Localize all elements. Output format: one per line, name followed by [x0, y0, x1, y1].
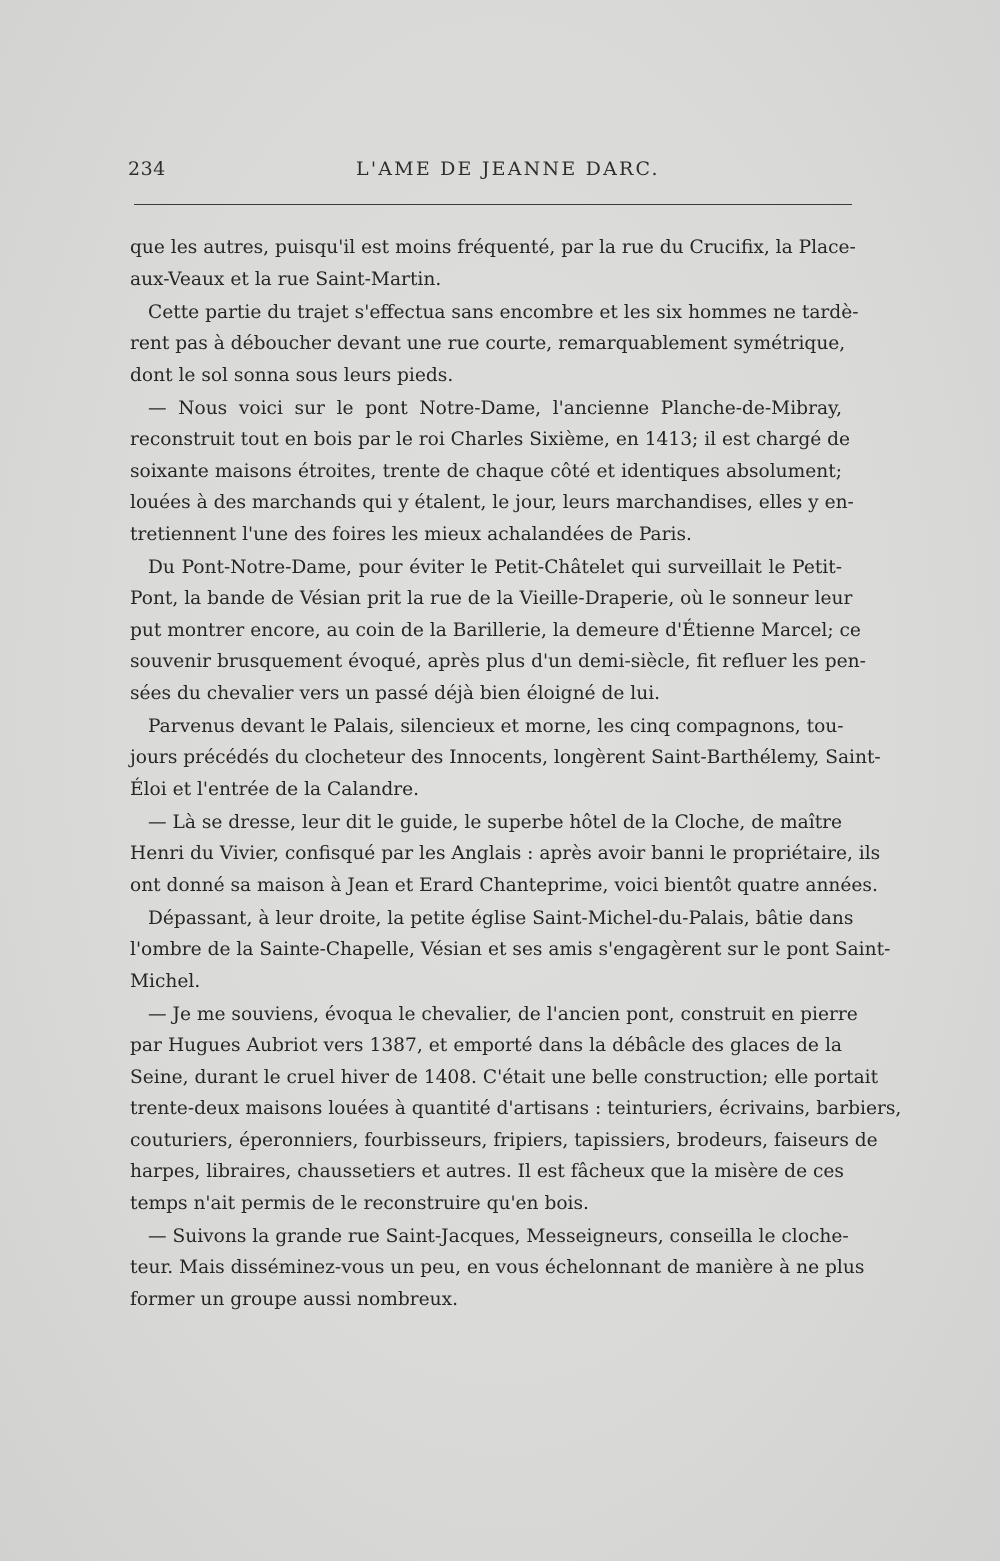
text-line: l'ombre de la Sainte-Chapelle, Vésian et ses amis s'engagèrent sur le pont Saint-	[130, 939, 891, 960]
text-line: aux-Veaux et la rue Saint-Martin.	[130, 268, 442, 290]
text-line: former un groupe aussi nombreux.	[130, 1288, 459, 1310]
text-line: Du Pont-Notre-Dame, pour éviter le Petit-Châtelet qui surveillait le Petit-	[148, 556, 842, 578]
text-line: Parvenus devant le Palais, silencieux et morne, les cinq compagnons, tou-	[148, 715, 844, 737]
text-line: trente-deux maisons louées à quantité d'artisans : teinturiers, écrivains, barbiers,	[130, 1098, 902, 1119]
text-line: — Là se dresse, leur dit le guide, le superbe hôtel de la Cloche, de maître	[148, 811, 843, 833]
paragraph	[130, 1221, 865, 1316]
paragraph	[130, 552, 866, 710]
text-line: Henri du Vivier, confisqué par les Anglais : après avoir banni le propriétaire, ils	[130, 843, 881, 864]
page-number: 234	[128, 158, 166, 180]
text-line: temps n'ait permis de le reconstruire qu'en bois.	[130, 1192, 589, 1214]
text-line: tretiennent l'une des foires les mieux achalandées de Paris.	[130, 523, 692, 545]
text-line: soixante maisons étroites, trente de chaque côté et identiques absolument;	[130, 460, 842, 482]
text-line: couturiers, éperonniers, fourbisseurs, fripiers, tapissiers, brodeurs, faiseurs de	[130, 1129, 878, 1151]
text-line: jours précédés du clocheteur des Innocents, longèrent Saint-Barthélemy, Saint-	[130, 747, 881, 768]
text-line: souvenir brusquement évoqué, après plus d'un demi-siècle, fit refluer les pen-	[130, 651, 866, 672]
text-line: Seine, durant le cruel hiver de 1408. C'était une belle construction; elle portait	[130, 1066, 879, 1088]
paragraph	[130, 807, 881, 902]
text-line: reconstruit tout en bois par le roi Charles Sixième, en 1413; il est chargé de	[130, 429, 851, 450]
text-line: ont donné sa maison à Jean et Erard Chanteprime, voici bientôt quatre années.	[130, 874, 878, 896]
paragraph	[130, 903, 891, 998]
text-line: — Nous voici sur le pont Notre-Dame, l'ancienne Planche-de-Mibray,	[148, 397, 842, 419]
running-title: L'AME DE JEANNE DARC.	[356, 158, 660, 180]
text-line: Éloi et l'entrée de la Calandre.	[130, 778, 420, 800]
text-line: rent pas à déboucher devant une rue courte, remarquablement symétrique,	[130, 333, 846, 354]
text-line: dont le sol sonna sous leurs pieds.	[130, 364, 454, 386]
header-rule	[134, 204, 852, 205]
text-line: louées à des marchands qui y étalent, le jour, leurs marchandises, elles y en-	[130, 492, 854, 513]
text-line: Dépassant, à leur droite, la petite église Saint-Michel-du-Palais, bâtie dans	[148, 907, 854, 929]
text-line: teur. Mais disséminez-vous un peu, en vous échelonnant de manière à ne plus	[130, 1257, 865, 1278]
text-line: harpes, libraires, chaussetiers et autres. Il est fâcheux que la misère de ces	[130, 1161, 844, 1182]
paragraph	[130, 297, 859, 392]
text-line: — Je me souviens, évoqua le chevalier, de l'ancien pont, construit en pierre	[148, 1003, 858, 1025]
text-line: Pont, la bande de Vésian prit la rue de la Vieille-Draperie, où le sonneur leur	[130, 588, 853, 609]
text-line: sées du chevalier vers un passé déjà bien éloigné de lui.	[130, 682, 661, 704]
text-line: — Suivons la grande rue Saint-Jacques, Messeigneurs, conseilla le cloche-	[148, 1225, 849, 1247]
body-text	[130, 232, 902, 1315]
text-line: que les autres, puisqu'il est moins fréquenté, par la rue du Crucifix, la Place-	[130, 237, 856, 258]
text-line: put montrer encore, au coin de la Barillerie, la demeure d'Étienne Marcel; ce	[130, 619, 861, 641]
paragraph	[130, 711, 881, 806]
page-header	[128, 158, 853, 188]
paragraph	[130, 393, 854, 551]
paragraph	[130, 999, 902, 1220]
text-line: Cette partie du trajet s'effectua sans encombre et les six hommes ne tardè-	[148, 301, 859, 323]
text-line: Michel.	[130, 970, 201, 992]
paragraph	[130, 232, 856, 295]
text-line: par Hugues Aubriot vers 1387, et emporté dans la débâcle des glaces de la	[130, 1035, 842, 1056]
